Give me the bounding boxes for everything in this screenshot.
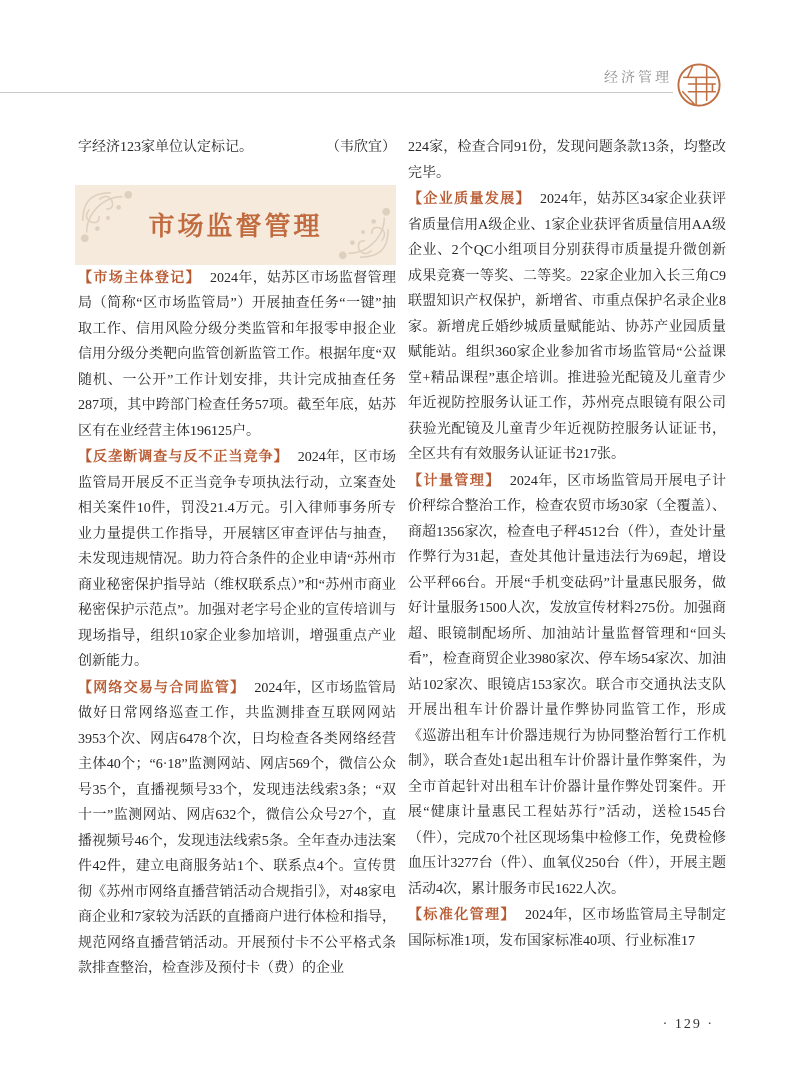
section-body-text: 2024年，姑苏区34家企业获评省质量信用A级企业、1家企业获评省质量信用AA级企业、2个QC小组项目分别获得市质量提升微创新成果竞赛一等奖、二等奖。22家企业加入长三角C9联盟知识产权保护，新增省、市重点保护名录企业8家。新增虎丘婚纱城质量赋能站、协苏产业园质量赋能站。组织360家企业参加省市场监管局“公益课堂+精品课程”惠企培训。推进验光配镜及儿童青少年近视防控服务认证工作，苏州亮点眼镜有限公司获验光配镜及儿童青少年近视防控服务认证证书，全区共有有效服务认证证书217张。 [408, 192, 727, 462]
section-market-entity-registration [78, 265, 396, 445]
header-divider [0, 92, 673, 93]
section-body-text: 2024年，区市场监管局主导制定国际标准1项，发布国家标准40项、行业标准17 [408, 908, 727, 949]
right-column [408, 135, 726, 982]
author-byline: （韦欣宜） [326, 140, 396, 155]
two-column-text-area [78, 135, 726, 982]
section-heading: 【网络交易与合同监管】 [78, 678, 246, 695]
floral-corner-ornament-icon [78, 188, 136, 246]
section-online-trade-contract-supervision [78, 675, 396, 982]
chapter-category-label: 经济管理 [604, 69, 672, 85]
chapter-title-box [75, 185, 396, 265]
section-body-text: 2024年，区市场监管局开展反不正当竞争专项执法行动，立案查处相关案件10件，罚没21.4万元。引入律师事务所专业力量提供工作指导，开展辖区审查评估与抽查，未发现违规情况。助力符合条件的企业申请“苏州市商业秘密保护指导站（维权联系点）”和“苏州市商业秘密保护示范点”。加强对老字号企业的宣传培训与现场指导，组织10家企业参加培训，增强重点产业创新能力。 [78, 450, 397, 669]
chapter-title: 市场监督管理 [148, 211, 323, 241]
section-heading: 【计量管理】 [408, 471, 501, 488]
section-standardization-management [408, 902, 726, 954]
carryover-paragraph-row [78, 135, 396, 161]
section-body-text: 2024年，区市场监管局开展电子计价秤综合整治工作，检查农贸市场30家（全覆盖）、商超1356家次，检查电子秤4512台（件），查处计量作弊行为31起，查处其他计量违法行为69起，增设公平秤66台。开展“手机变砝码”计量惠民服务，做好计量服务1500人次，发放宣传材料275份。加强商超、眼镜制配场所、加油站计量监督管理和“回头看”，检查商贸企业3980家次、停车场54家次、加油站102家次、眼镜店153家次。联合市交通执法支队开展出租车计价器计量作弊协同监管工作，形成《巡游出租车计价器违规行为协同整治暂行工作机制》，联合查处1起出租车计价器计量作弊案件，为全市首起针对出租车计价器计量作弊处罚案件。开展“健康计量惠民工程姑苏行”活动，送检1545台（件），完成70个社区现场集中检修工作，免费检修血压计3277台（件）、血氧仪250台（件），开展主题活动4次，累计服务市民1622人次。 [408, 473, 727, 897]
section-heading: 【市场主体登记】 [78, 268, 201, 285]
left-column [78, 135, 396, 982]
carryover-text: 字经济123家单位认定标记。 [78, 140, 253, 155]
floral-corner-ornament-icon [335, 204, 393, 262]
section-body-text: 2024年，区市场监管局做好日常网络巡查工作，共监测排查互联网网站3953个次、网店6478个次，日均检查各类网络经营主体40个；“6·18”监测网站、网店569个，微信公众号35个，直播视频号33个，发现违法线索3条；“双十一”监测网站、网店632个，微信公众号27个，直播视频号46个，发现违法线索5条。全年查办违法案件42件，建立电商服务站1个、联系点4个。宣传贯彻《苏州市网络直播营销活动合规指引》，对48家电商企业和7家较为活跃的直播商户进行体检和指导，规范网络直播营销活动。开展预付卡不公平格式条款排查整治，检查涉及预付卡（费）的企业 [78, 680, 397, 976]
section-antitrust-unfair-competition [78, 444, 396, 675]
continuation-paragraph: 224家，检查合同91份，发现问题条款13条，均整改完毕。 [408, 140, 726, 181]
section-metrology-management [408, 468, 726, 903]
page-number: · 129 · [662, 1017, 714, 1032]
section-body-text: 2024年，姑苏区市场监督管理局（简称“区市场监管局”）开展抽查任务“一键”抽取工作、信用风险分级分类监管和年报零申报企业信用分级分类靶向监管创新监管工作。根据年度“双随机、一公开”工作计划安排，共计完成抽查任务287项，其中跨部门检查任务57项。截至年底，姑苏区有在业经营主体196125户。 [78, 270, 397, 439]
section-heading: 【反垄断调查与反不正当竞争】 [78, 448, 289, 464]
section-heading: 【标准化管理】 [408, 906, 516, 922]
section-enterprise-quality-development [408, 186, 726, 468]
yearbook-lattice-seal-icon [676, 61, 722, 109]
section-heading: 【企业质量发展】 [408, 190, 531, 206]
